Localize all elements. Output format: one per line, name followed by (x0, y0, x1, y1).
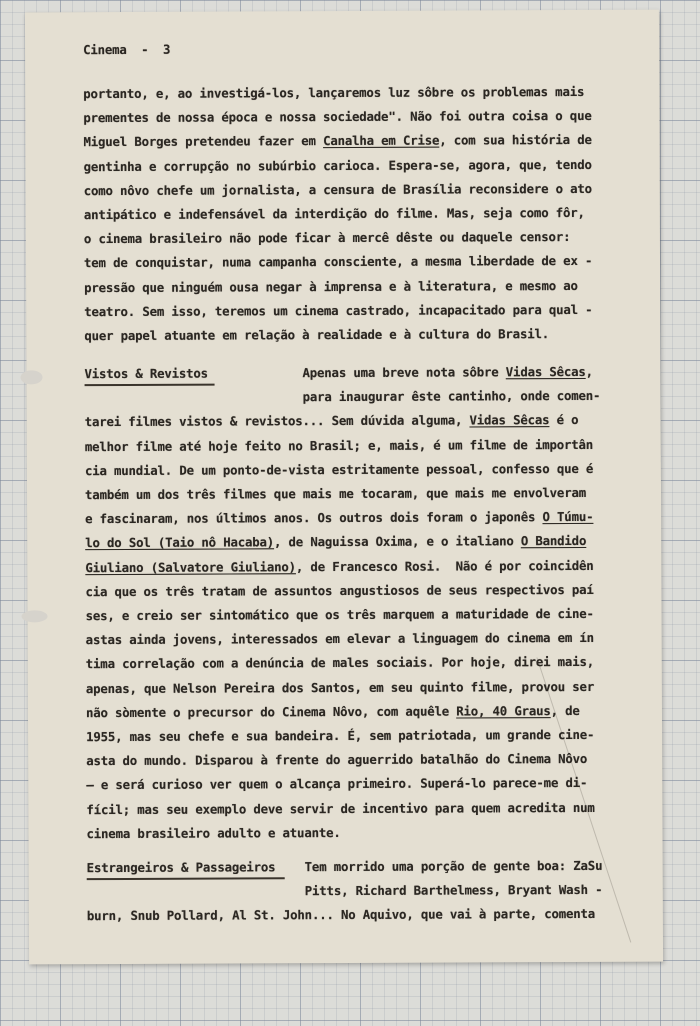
text-line: cia mundial. De um ponto-de-vista estritamente pessoal, confesso que é (84, 460, 594, 478)
heading-underline (87, 877, 285, 879)
text-line: cinema brasileiro adulto e atuante. (86, 824, 341, 841)
text-line: Apenas uma breve nota sôbre Vidas Sêcas, (302, 363, 593, 381)
text-line: apenas, que Nelson Pereira dos Santos, em seu quinto filme, provou ser (85, 678, 595, 696)
text-line: astas ainda jovens, interessados em elevar a linguagem do cinema em ín (85, 630, 594, 648)
text-line: tima correlação com a denúncia de males sociais. Por hoje, direi mais, (85, 654, 594, 672)
text-line: melhor filme até hoje feito no Brasil; e, mais, é um filme de importân (84, 436, 594, 454)
text-line: tarei filmes vistos & revistos... Sem dúvida alguma, Vidas Sêcas é o (84, 412, 579, 430)
text-line: Miguel Borges pretendeu fazer em Canalha em Crise, com sua história de (83, 132, 592, 150)
text-line: prementes de nossa época e nossa sociedade". Não foi outra coisa o que (83, 108, 592, 126)
text-line: burn, Snub Pollard, Al St. John... No Aquivo, que vai à parte, comenta (86, 906, 596, 924)
text-line: 1955, mas seu chefe e sua bandeira. É, sem patriotada, um grande cine- (86, 726, 595, 745)
text-line: quer papel atuante em relação à realidade e à cultura do Brasil. (84, 326, 550, 344)
text-line: teatro. Sem isso, teremos um cinema castrado, incapacitado para qual - (84, 301, 593, 319)
page-header: Cinema - 3 (83, 41, 171, 58)
text-line: para inaugurar êste cantinho, onde comen- (302, 388, 601, 405)
text-line: antipático e indefensável da interdição do filme. Mas, seja como fôr, (83, 204, 585, 223)
section-heading-estrangeiros-passageiros: Estrangeiros & Passageiros (86, 859, 276, 876)
text-line: o cinema brasileiro não pode ficar à mercê dêste ou daquele censor: (83, 229, 571, 247)
text-line: — e será curioso ver quem o alcança primeiro. Superá-lo parece-me di- (86, 775, 588, 793)
paper-tear-left-1 (20, 370, 42, 384)
text-line: Tem morrido uma porção de gente boa: ZaSu (304, 857, 603, 875)
text-line: pressão que ninguém ousa negar à imprensa e à literatura, e mesmo ao (84, 277, 578, 295)
text-line: gentinha e corrupção no subúrbio carioca. Espera-se, agora, que, tendo (83, 156, 592, 174)
text-line: portanto, e, ao investigá-los, lançaremos luz sôbre os problemas mais (83, 83, 585, 102)
heading-underline (85, 384, 215, 386)
text-line: e fascinaram, nos últimos anos. Os outros dois foram o japonês O Túmu- (85, 509, 594, 527)
text-line: não sòmente o precursor do Cinema Nôvo, com aquêle Rio, 40 Graus, de (85, 702, 580, 720)
text-line: ses, e creio ser sintomático que os três marquem a maturidade de cine- (85, 605, 594, 624)
paper-tear-left-2 (22, 610, 48, 622)
text-line: lo do Sol (Taio nô Hacaba), de Naguissa Oxima, e o italiano O Bandido (85, 533, 587, 551)
text-line: fícil; mas seu exemplo deve servir de incentivo para quem acredita num (86, 799, 595, 817)
section-heading-vistos-revistos: Vistos & Revistos (84, 365, 208, 382)
text-line: também um dos três filmes que mais me tocaram, que mais me envolveram (84, 484, 586, 503)
text-line: como nôvo chefe um jornalista, a censura de Brasília reconsidere o ato (83, 180, 592, 198)
text-line: tem de conquistar, numa campanha consciente, a mesma liberdade de ex - (83, 253, 593, 271)
text-line: cia que os três tratam de assuntos angustiosos de seus respectivos paí (85, 581, 594, 599)
text-line: asta do mundo. Disparou à frente do aguerrido batalhão do Cinema Nôvo (86, 751, 588, 769)
text-line: Pitts, Richard Barthelmess, Bryant Wash - (304, 882, 603, 899)
typewritten-page (25, 10, 663, 965)
text-line: Giuliano (Salvatore Giuliano), de Francesco Rosi. Não é por coincidên (85, 557, 594, 575)
